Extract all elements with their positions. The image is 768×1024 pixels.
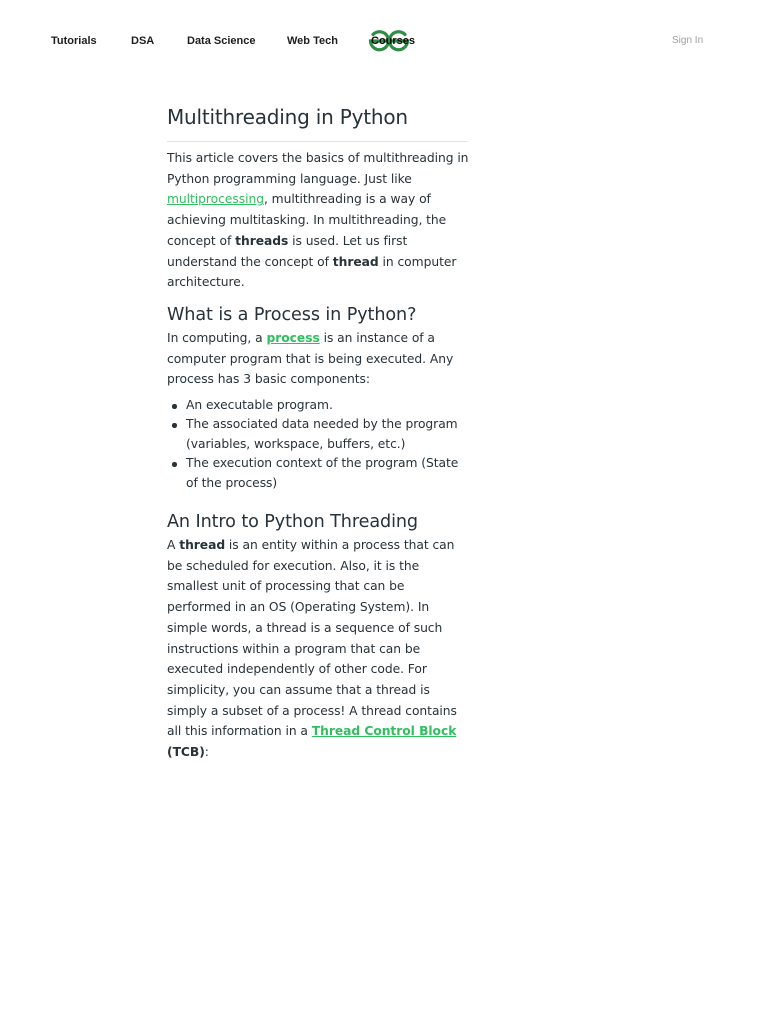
thread-control-block-link[interactable]: Thread Control Block [311, 724, 457, 739]
list-item [186, 396, 469, 415]
process-text-2: is an instance of a computer program that is being executed. Any process has 3 basic components: [167, 330, 454, 387]
process-link[interactable]: process [266, 330, 320, 345]
section-heading-process: What is a Process in Python? [167, 304, 417, 325]
intro-text-4: in computer architecture. [167, 254, 457, 290]
sign-in-link[interactable]: Sign In [672, 35, 704, 46]
threading-bold-tcb: (TCB) [167, 745, 205, 760]
threading-bold-thread: thread [179, 538, 226, 553]
intro-bold-threads: threads [235, 233, 289, 248]
bullet-icon [172, 423, 177, 428]
list-item [186, 454, 469, 493]
intro-paragraph [167, 148, 469, 293]
process-paragraph [167, 328, 469, 390]
article-body [167, 102, 469, 763]
threading-text-2: is an entity within a process that can be scheduled for execution. Also, it is the smallest unit of processing that can be performed in an OS (Operating System). In simple words, a thread is a sequence of such instructions within a program that can be executed independently of other code. For simplicity, you can assume that a thread is simply a subset of a process! A thread contains all this information in a [167, 538, 457, 739]
top-nav-bar [0, 0, 768, 82]
nav-item-dsa[interactable]: DSA [131, 35, 155, 47]
intro-text-1: This article covers the basics of multithreading in Python programming language. Just like [167, 151, 469, 186]
multiprocessing-link[interactable]: multiprocessing [167, 192, 264, 207]
section-heading-threading: An Intro to Python Threading [167, 512, 418, 533]
bullet-icon [172, 404, 177, 409]
threading-paragraph [167, 535, 469, 763]
intro-text-2: , multithreading is a way of achieving multitasking. In multithreading, the concept of [167, 192, 447, 248]
article-title: Multithreading in Python [167, 105, 408, 129]
intro-bold-thread: thread [332, 254, 379, 269]
nav-item-data-science[interactable]: Data Science [187, 35, 256, 47]
intro-text-3: is used. Let us first understand the concept of [167, 233, 408, 269]
process-text-1: In computing, a [167, 330, 267, 345]
list-item-text: The associated data needed by the program (variables, workspace, buffers, etc.) [186, 417, 458, 451]
threading-text-4: : [204, 745, 209, 760]
title-divider [167, 141, 467, 142]
nav-item-courses[interactable]: Courses [371, 35, 416, 47]
threading-text-1: A [167, 538, 180, 553]
nav-item-tutorials[interactable]: Tutorials [51, 35, 97, 47]
bullet-icon [172, 462, 177, 467]
process-components-list [167, 396, 469, 493]
list-item-text: An executable program. [186, 398, 333, 413]
list-item-text: The execution context of the program (State of the process) [186, 456, 459, 490]
list-item [186, 415, 469, 454]
nav-item-web-tech[interactable]: Web Tech [287, 35, 338, 47]
